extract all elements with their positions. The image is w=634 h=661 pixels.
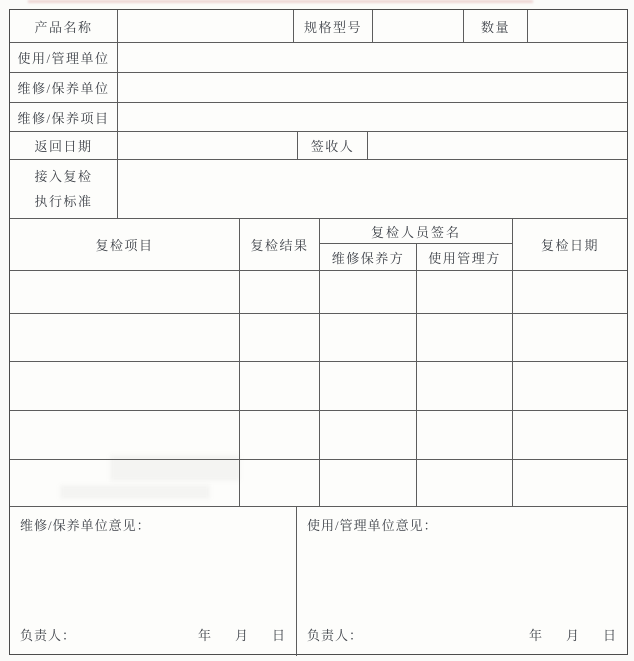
inspection-item-cell <box>10 314 240 361</box>
year-label: 年 <box>528 628 543 643</box>
day-label: 日 <box>602 628 617 643</box>
management-unit-row <box>10 43 627 73</box>
management-party-sign-cell <box>417 362 513 410</box>
product-name-label: 产品名称 <box>10 10 118 42</box>
responsible-label: 负责人： <box>307 628 364 643</box>
responsible-label: 负责人： <box>20 628 77 643</box>
product-info-row <box>10 10 627 43</box>
management-opinion-label: 使用/管理单位意见： <box>307 518 438 533</box>
spec-model-value-cell <box>373 10 464 42</box>
maintenance-items-label: 维修/保养项目 <box>10 103 118 131</box>
inspection-row <box>10 314 627 362</box>
return-date-row <box>10 132 627 160</box>
date-placeholders <box>506 625 617 644</box>
management-party-sign-cell <box>417 271 513 313</box>
management-party-sign-cell <box>417 460 513 506</box>
inspection-row <box>10 411 627 460</box>
return-date-value-cell <box>118 132 298 159</box>
maintenance-unit-value-cell <box>118 73 627 102</box>
management-responsible-line <box>307 625 617 644</box>
receiver-value-cell <box>368 132 627 159</box>
inspection-date-cell <box>513 460 627 506</box>
maintenance-unit-row <box>10 73 627 103</box>
management-party-sign-cell <box>417 314 513 361</box>
inspection-item-cell <box>10 411 240 459</box>
inspection-row <box>10 271 627 314</box>
day-label: 日 <box>271 628 286 643</box>
signature-subheaders <box>320 244 512 270</box>
inspection-date-cell <box>513 411 627 459</box>
maintenance-party-sign-cell <box>320 314 417 361</box>
signature-group-header: 复检人员签名 <box>320 219 512 244</box>
signature-header-group <box>320 219 513 270</box>
inspection-result-cell <box>240 314 320 361</box>
spec-model-label: 规格型号 <box>294 10 373 42</box>
inspection-result-cell <box>240 411 320 459</box>
inspection-row <box>10 362 627 411</box>
receiver-label: 签收人 <box>298 132 368 159</box>
maintenance-party-sign-cell <box>320 362 417 410</box>
inspection-item-cell <box>10 460 240 506</box>
return-date-label: 返回日期 <box>10 132 118 159</box>
maintenance-party-sign-cell <box>320 460 417 506</box>
maintenance-party-sign-cell <box>320 411 417 459</box>
product-name-value-cell <box>118 10 294 42</box>
inspection-item-cell <box>10 362 240 410</box>
reinspection-standard-row <box>10 160 627 219</box>
management-unit-label: 使用/管理单位 <box>10 43 118 72</box>
management-unit-value-cell <box>118 43 627 72</box>
year-label: 年 <box>197 628 212 643</box>
inspection-date-cell <box>513 271 627 313</box>
management-party-header: 使用管理方 <box>428 250 501 266</box>
inspection-row <box>10 460 627 507</box>
maintenance-opinion-cell <box>10 507 297 656</box>
reinspection-standard-label <box>10 160 118 218</box>
maintenance-opinion-label: 维修/保养单位意见： <box>20 518 151 533</box>
opinions-row <box>10 507 627 656</box>
inspection-table-header <box>10 219 627 271</box>
maintenance-party-sign-cell <box>320 271 417 313</box>
quantity-value-cell <box>528 10 627 42</box>
management-party-sign-cell <box>417 411 513 459</box>
reinspection-form-table <box>9 9 628 655</box>
management-opinion-cell <box>297 507 627 656</box>
maintenance-party-header: 维修保养方 <box>320 244 417 270</box>
inspection-result-cell <box>240 271 320 313</box>
month-label: 月 <box>234 628 249 643</box>
inspection-result-cell <box>240 460 320 506</box>
maintenance-items-value-cell <box>118 103 627 131</box>
maintenance-responsible-line <box>20 625 286 644</box>
reinspection-standard-label-line2: 执行标准 <box>34 194 93 209</box>
inspection-item-header: 复检项目 <box>10 219 240 270</box>
inspection-date-cell <box>513 314 627 361</box>
maintenance-unit-label: 维修/保养单位 <box>10 73 118 102</box>
reinspection-standard-label-line1: 接入复检 <box>34 169 93 184</box>
inspection-result-header: 复检结果 <box>240 219 320 270</box>
maintenance-items-row <box>10 103 627 132</box>
inspection-date-header: 复检日期 <box>540 238 599 253</box>
month-label: 月 <box>565 628 580 643</box>
date-placeholders <box>175 625 286 644</box>
inspection-item-cell <box>10 271 240 313</box>
inspection-result-cell <box>240 362 320 410</box>
reinspection-standard-value-cell <box>118 160 627 218</box>
quantity-label: 数量 <box>464 10 528 42</box>
scan-artifact <box>28 0 533 3</box>
inspection-date-cell <box>513 362 627 410</box>
